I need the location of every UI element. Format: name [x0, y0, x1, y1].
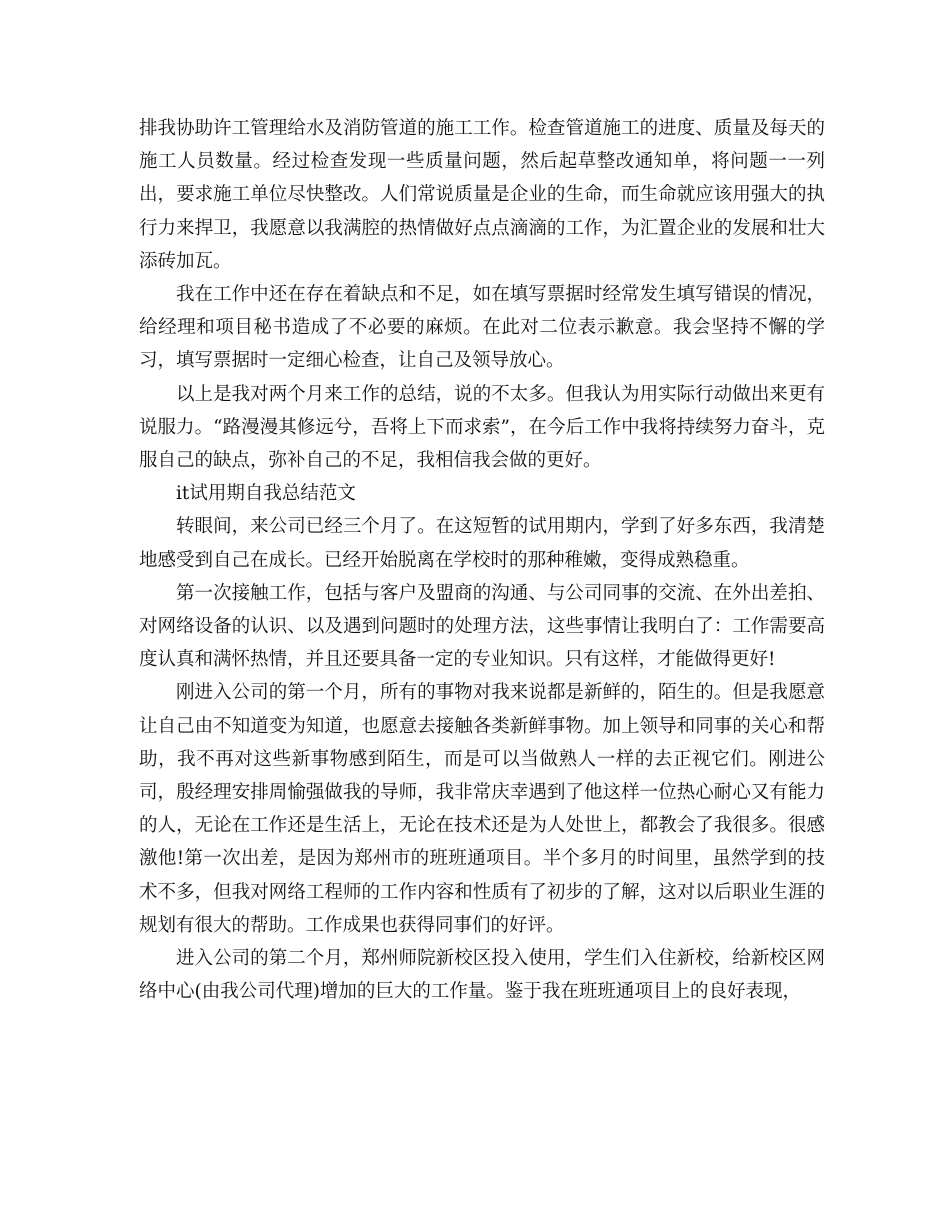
paragraph-2: 我在工作中还在存在着缺点和不足，如在填写票据时经常发生填写错误的情况，给经理和项目秘书造成了不必要的麻烦。在此对二位表示歉意。我会坚持不懈的学习，填写票据时一定细心检查，让自己及领导放心。 — [139, 284, 825, 372]
paragraph-7: 进入公司的第二个月，郑州师院新校区投入使用，学生们入住新校，给新校区网络中心(由我公司代理)增加的巨大的工作量。鉴于我在班班通项目上的良好表现， — [139, 948, 825, 1003]
paragraph-5: 第一次接触工作，包括与客户及盟商的沟通、与公司同事的交流、在外出差㧮、对网络设备的认识、以及遇到问题时的处理方法，这些事情让我明白了：工作需要高度认真和满怀热情，并且还要具备一定的专业知识。只有这样，才能做得更好! — [139, 582, 825, 671]
paragraph-3: 以上是我对两个月来工作的总结，说的不太多。但我认为用实际行动做出来更有说服力。“路漫漫其修远兮，吾将上下而求索”，在今后工作中我将持续努力奋斗，克服自己的缺点，弥补自己的不足，我相信我会做的更好。 — [139, 383, 825, 472]
paragraph-4: 转眼间，来公司已经三个月了。在这短暂的试用期内，学到了好多东西，我清楚地感受到自己在成长。已经开始脱离在学校时的那种稚嫩，变得成熟稳重。 — [139, 516, 825, 571]
paragraph-1: 排我协助许工管理给水及消防管道的施工工作。检查管道施工的进度、质量及每天的施工人员数量。经过检查发现一些质量问题，然后起草整改通知单，将问题一一列出，要求施工单位尽快整改。人们常说质量是企业的生命，而生命就应该用强大的执行力来捍卫，我愿意以我满腔的热情做好点点滴滴的工作，为汇置企业的发展和壮大添砖加瓦。 — [139, 118, 825, 272]
document-body — [139, 112, 825, 1008]
section-heading: it试用期自我总结范文 — [176, 483, 356, 505]
paragraph-6: 刚进入公司的第一个月，所有的事物对我来说都是新鲜的，陌生的。但是我愿意让自己由不知道变为知道，也愿意去接触各类新鲜事物。加上领导和同事的关心和帮助，我不再对这些新事物感到陌生，而是可以当做熟人一样的去正视它们。刚进公司，殷经理安排周愉强做我的导师，我非常庆幸遇到了他这样一位热心耐心又有能力的人，无论在工作还是生活上，无论在技术还是为人处世上，都教会了我很多。很感激他!第一次出差，是因为郑州市的班班通项目。半个多月的时间里，虽然学到的技术不多，但我对网络工程师的工作内容和性质有了初步的了解，这对以后职业生涯的规划有很大的帮助。工作成果也获得同事们的好评。 — [139, 682, 825, 936]
